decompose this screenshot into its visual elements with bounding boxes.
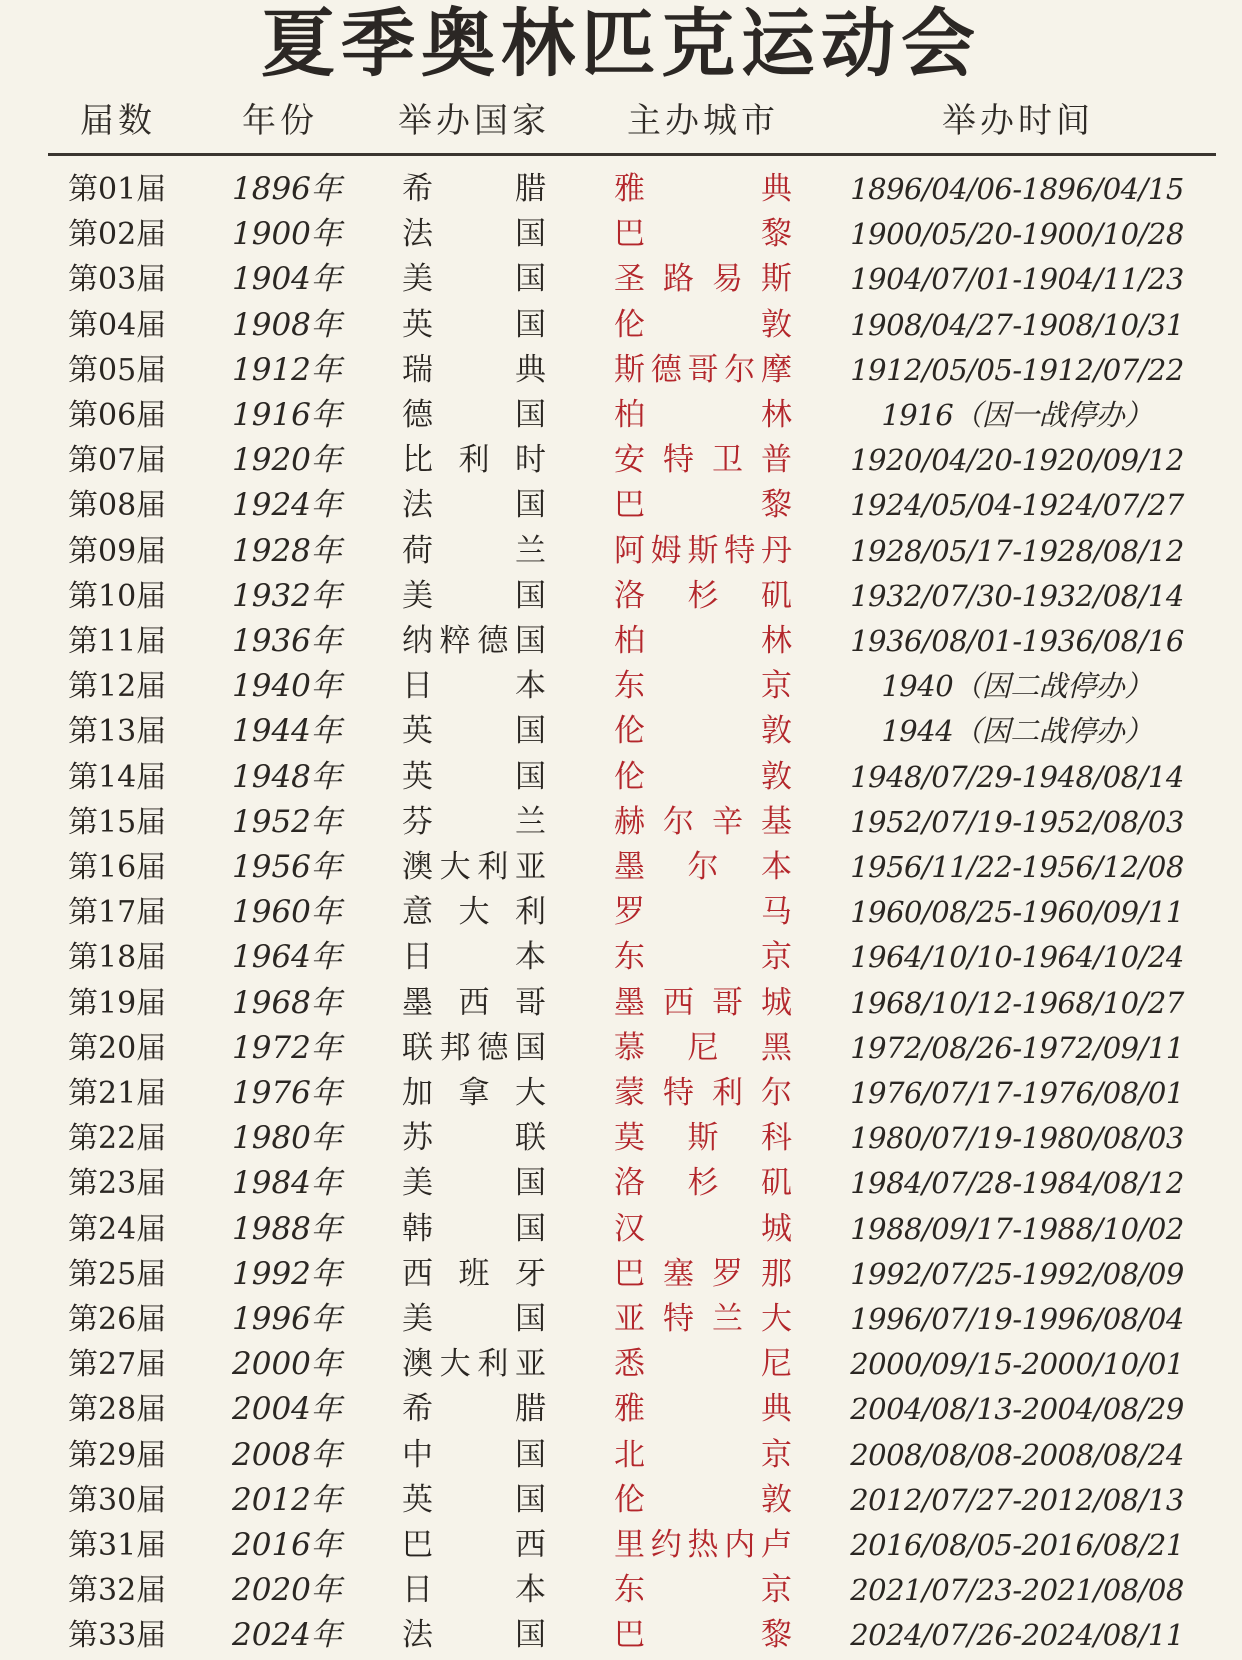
year-cell: 1992年 — [232, 1255, 342, 1292]
country-cell: 巴西 — [402, 1527, 546, 1563]
country-cell: 荷兰 — [402, 532, 546, 569]
session-cell: 第33届 — [68, 1618, 167, 1654]
session-cell: 第14届 — [68, 759, 167, 795]
year-cell: 1988年 — [232, 1210, 342, 1247]
session-cell: 第06届 — [68, 398, 167, 433]
table-row — [0, 755, 1242, 800]
city-cell: 汉城 — [614, 1210, 792, 1247]
dates-cell: 2012/07/27-2012/08/13 — [850, 1482, 1184, 1517]
city-cell: 斯德哥尔摩 — [614, 351, 792, 388]
session-cell: 第26届 — [68, 1302, 167, 1337]
city-cell: 巴黎 — [614, 487, 792, 524]
table-row — [0, 1161, 1242, 1206]
city-cell: 东京 — [614, 939, 792, 976]
year-cell: 1904年 — [232, 261, 342, 298]
year-cell: 1980年 — [232, 1120, 342, 1157]
session-cell: 第05届 — [68, 352, 167, 388]
year-cell: 1940年 — [232, 668, 342, 705]
country-cell: 美国 — [402, 261, 546, 298]
table-row — [0, 890, 1242, 935]
country-cell: 澳大利亚 — [402, 849, 546, 885]
session-cell: 第08届 — [68, 488, 167, 524]
dates-cell: 1904/07/01-1904/11/23 — [850, 262, 1184, 297]
dates-cell: 1956/11/22-1956/12/08 — [850, 850, 1184, 884]
year-cell: 2012年 — [232, 1481, 342, 1518]
dates-cell: 1908/04/27-1908/10/31 — [850, 307, 1184, 342]
table-row — [0, 619, 1242, 664]
year-cell: 2020年 — [232, 1572, 342, 1609]
country-cell: 英国 — [402, 1481, 546, 1518]
country-cell: 法国 — [402, 487, 546, 524]
header-city: 主办城市 — [627, 101, 779, 141]
year-cell: 1920年 — [232, 442, 342, 479]
country-cell: 英国 — [402, 758, 546, 795]
table-row — [0, 348, 1242, 393]
country-cell: 西班牙 — [402, 1255, 546, 1292]
year-cell: 1964年 — [232, 939, 342, 976]
city-cell: 伦敦 — [614, 713, 792, 750]
country-cell: 美国 — [402, 577, 546, 614]
table-row — [0, 1071, 1242, 1116]
session-cell: 第04届 — [68, 307, 167, 343]
dates-cell: 2008/08/08-2008/08/24 — [850, 1437, 1184, 1472]
city-cell: 亚特兰大 — [614, 1301, 792, 1337]
dates-cell: 1912/05/05-1912/07/22 — [850, 352, 1184, 387]
city-cell: 蒙特利尔 — [614, 1075, 792, 1111]
session-cell: 第21届 — [68, 1076, 167, 1111]
session-cell: 第03届 — [68, 262, 167, 298]
city-cell: 伦敦 — [614, 1481, 792, 1518]
year-cell: 1928年 — [232, 532, 342, 569]
year-cell: 2004年 — [232, 1391, 342, 1428]
session-cell: 第15届 — [68, 804, 167, 840]
dates-cell: 2004/08/13-2004/08/29 — [850, 1392, 1184, 1427]
city-cell: 伦敦 — [614, 306, 792, 343]
city-cell: 墨尔本 — [614, 849, 792, 885]
city-cell: 东京 — [614, 1572, 792, 1609]
dates-cell: 1924/05/04-1924/07/27 — [850, 488, 1184, 523]
country-cell: 希腊 — [402, 1391, 546, 1428]
city-cell: 赫尔辛基 — [614, 803, 792, 840]
city-cell: 洛杉矶 — [614, 577, 792, 614]
city-cell: 雅典 — [614, 171, 792, 207]
table-row — [0, 1387, 1242, 1432]
city-cell: 柏林 — [614, 623, 792, 659]
dates-cell: 2024/07/26-2024/08/11 — [850, 1618, 1184, 1653]
city-cell: 罗马 — [614, 894, 792, 931]
table-row — [0, 1252, 1242, 1297]
country-cell: 希腊 — [402, 171, 546, 207]
city-cell: 柏林 — [614, 397, 792, 433]
session-cell: 第31届 — [68, 1528, 167, 1563]
city-cell: 伦敦 — [614, 758, 792, 795]
table-row — [0, 1433, 1242, 1478]
session-cell: 第19届 — [68, 985, 167, 1021]
table-row — [0, 1026, 1242, 1071]
year-cell: 1952年 — [232, 803, 342, 840]
year-cell: 1924年 — [232, 487, 342, 524]
year-cell: 1944年 — [232, 713, 342, 750]
city-cell: 安特卫普 — [614, 442, 792, 479]
city-cell: 巴黎 — [614, 1617, 792, 1654]
table-row — [0, 1342, 1242, 1387]
city-cell: 巴塞罗那 — [614, 1255, 792, 1292]
country-cell: 英国 — [402, 713, 546, 750]
dates-cell: 1968/10/12-1968/10/27 — [850, 985, 1184, 1020]
year-cell: 1912年 — [232, 351, 342, 388]
session-cell: 第07届 — [68, 443, 167, 479]
table-row — [0, 1207, 1242, 1252]
dates-cell: 1896/04/06-1896/04/15 — [850, 172, 1184, 206]
year-cell: 1932年 — [232, 577, 342, 614]
session-cell: 第13届 — [68, 714, 167, 750]
country-cell: 美国 — [402, 1165, 546, 1202]
session-cell: 第30届 — [68, 1482, 167, 1518]
country-cell: 韩国 — [402, 1210, 546, 1247]
page-title: 夏季奥林匹克运动会 — [261, 1, 981, 87]
session-cell: 第09届 — [68, 533, 167, 569]
session-cell: 第20届 — [68, 1030, 167, 1066]
session-cell: 第22届 — [68, 1121, 167, 1157]
year-cell: 1896年 — [232, 171, 342, 207]
year-cell: 1968年 — [232, 984, 342, 1021]
country-cell: 英国 — [402, 306, 546, 343]
dates-cell: 1940（因二战停办） — [881, 669, 1153, 704]
table-row — [0, 1568, 1242, 1613]
session-cell: 第12届 — [68, 669, 167, 705]
session-cell: 第17届 — [68, 895, 167, 931]
dates-cell: 2016/08/05-2016/08/21 — [850, 1528, 1184, 1562]
table-row — [0, 664, 1242, 709]
year-cell: 1960年 — [232, 894, 342, 931]
dates-cell: 1972/08/26-1972/09/11 — [850, 1030, 1184, 1065]
year-cell: 1936年 — [232, 623, 342, 659]
table-row — [0, 212, 1242, 257]
country-cell: 加拿大 — [402, 1075, 546, 1111]
country-cell: 苏联 — [402, 1120, 546, 1157]
session-cell: 第16届 — [68, 850, 167, 885]
session-cell: 第29届 — [68, 1437, 167, 1473]
country-cell: 德国 — [402, 397, 546, 433]
year-cell: 1900年 — [232, 216, 342, 253]
country-cell: 中国 — [402, 1436, 546, 1473]
table-row — [0, 981, 1242, 1026]
table-row — [0, 257, 1242, 302]
dates-cell: 1932/07/30-1932/08/14 — [850, 578, 1184, 613]
dates-cell: 1984/07/28-1984/08/12 — [850, 1166, 1184, 1201]
dates-cell: 1980/07/19-1980/08/03 — [850, 1121, 1184, 1156]
city-cell: 墨西哥城 — [614, 984, 792, 1021]
dates-cell: 1944（因二战停办） — [881, 714, 1153, 749]
session-cell: 第02届 — [68, 217, 167, 253]
country-cell: 日本 — [402, 939, 546, 976]
session-cell: 第10届 — [68, 578, 167, 614]
year-cell: 2016年 — [232, 1527, 342, 1563]
table-header — [0, 96, 1242, 146]
dates-cell: 1920/04/20-1920/09/12 — [850, 443, 1184, 478]
year-cell: 1976年 — [232, 1075, 342, 1111]
dates-cell: 1948/07/29-1948/08/14 — [850, 759, 1184, 794]
session-cell: 第11届 — [68, 624, 167, 659]
table-row — [0, 845, 1242, 890]
country-cell: 澳大利亚 — [402, 1346, 546, 1383]
header-dates: 举办时间 — [942, 101, 1094, 141]
table-row — [0, 167, 1242, 212]
country-cell: 日本 — [402, 668, 546, 705]
dates-cell: 1964/10/10-1964/10/24 — [850, 940, 1184, 975]
session-cell: 第01届 — [68, 172, 167, 207]
dates-cell: 1928/05/17-1928/08/12 — [850, 533, 1184, 568]
year-cell: 1916年 — [232, 397, 342, 433]
dates-cell: 1976/07/17-1976/08/01 — [850, 1076, 1184, 1110]
city-cell: 悉尼 — [614, 1346, 792, 1383]
dates-cell: 1988/09/17-1988/10/02 — [850, 1211, 1184, 1246]
year-cell: 1908年 — [232, 306, 342, 343]
session-cell: 第23届 — [68, 1166, 167, 1202]
session-cell: 第28届 — [68, 1392, 167, 1428]
table-row — [0, 574, 1242, 619]
country-cell: 芬兰 — [402, 803, 546, 840]
dates-cell: 1996/07/19-1996/08/04 — [850, 1302, 1184, 1336]
table-row — [0, 483, 1242, 528]
year-cell: 1956年 — [232, 849, 342, 885]
city-cell: 慕尼黑 — [614, 1029, 792, 1066]
session-cell: 第24届 — [68, 1211, 167, 1247]
header-divider — [48, 153, 1216, 156]
table-row — [0, 709, 1242, 754]
dates-cell: 1992/07/25-1992/08/09 — [850, 1256, 1184, 1291]
city-cell: 东京 — [614, 668, 792, 705]
session-cell: 第27届 — [68, 1347, 167, 1383]
year-cell: 2024年 — [232, 1617, 342, 1654]
city-cell: 洛杉矶 — [614, 1165, 792, 1202]
dates-cell: 1960/08/25-1960/09/11 — [850, 895, 1184, 930]
country-cell: 瑞典 — [402, 351, 546, 388]
country-cell: 联邦德国 — [402, 1029, 546, 1066]
dates-cell: 2021/07/23-2021/08/08 — [850, 1573, 1184, 1608]
table-row — [0, 438, 1242, 483]
dates-cell: 1900/05/20-1900/10/28 — [850, 217, 1184, 252]
table-row — [0, 1523, 1242, 1568]
city-cell: 雅典 — [614, 1391, 792, 1428]
session-cell: 第18届 — [68, 940, 167, 976]
table-row — [0, 800, 1242, 845]
year-cell: 2000年 — [232, 1346, 342, 1383]
dates-cell: 1952/07/19-1952/08/03 — [850, 804, 1184, 839]
year-cell: 1948年 — [232, 758, 342, 795]
table-row — [0, 1478, 1242, 1523]
year-cell: 1972年 — [232, 1029, 342, 1066]
year-cell: 1984年 — [232, 1165, 342, 1202]
table-row — [0, 393, 1242, 438]
city-cell: 巴黎 — [614, 216, 792, 253]
city-cell: 莫斯科 — [614, 1120, 792, 1157]
table-row — [0, 935, 1242, 980]
header-country: 举办国家 — [398, 101, 550, 141]
header-year: 年份 — [242, 101, 318, 141]
table-row — [0, 1613, 1242, 1658]
country-cell: 意大利 — [402, 894, 546, 931]
session-cell: 第32届 — [68, 1573, 167, 1609]
dates-cell: 1916（因一战停办） — [881, 398, 1153, 432]
country-cell: 美国 — [402, 1301, 546, 1337]
city-cell: 北京 — [614, 1436, 792, 1473]
table-row — [0, 1116, 1242, 1161]
country-cell: 比利时 — [402, 442, 546, 479]
city-cell: 里约热内卢 — [614, 1527, 792, 1563]
session-cell: 第25届 — [68, 1256, 167, 1292]
dates-cell: 2000/09/15-2000/10/01 — [850, 1347, 1184, 1382]
country-cell: 日本 — [402, 1572, 546, 1609]
table-row — [0, 303, 1242, 348]
table-row — [0, 1297, 1242, 1342]
country-cell: 法国 — [402, 216, 546, 253]
header-session: 届数 — [80, 101, 156, 141]
city-cell: 圣路易斯 — [614, 261, 792, 298]
year-cell: 2008年 — [232, 1436, 342, 1473]
country-cell: 墨西哥 — [402, 984, 546, 1021]
country-cell: 纳粹德国 — [402, 623, 546, 659]
city-cell: 阿姆斯特丹 — [614, 532, 792, 569]
year-cell: 1996年 — [232, 1301, 342, 1337]
dates-cell: 1936/08/01-1936/08/16 — [850, 624, 1184, 658]
table-row — [0, 529, 1242, 574]
country-cell: 法国 — [402, 1617, 546, 1654]
